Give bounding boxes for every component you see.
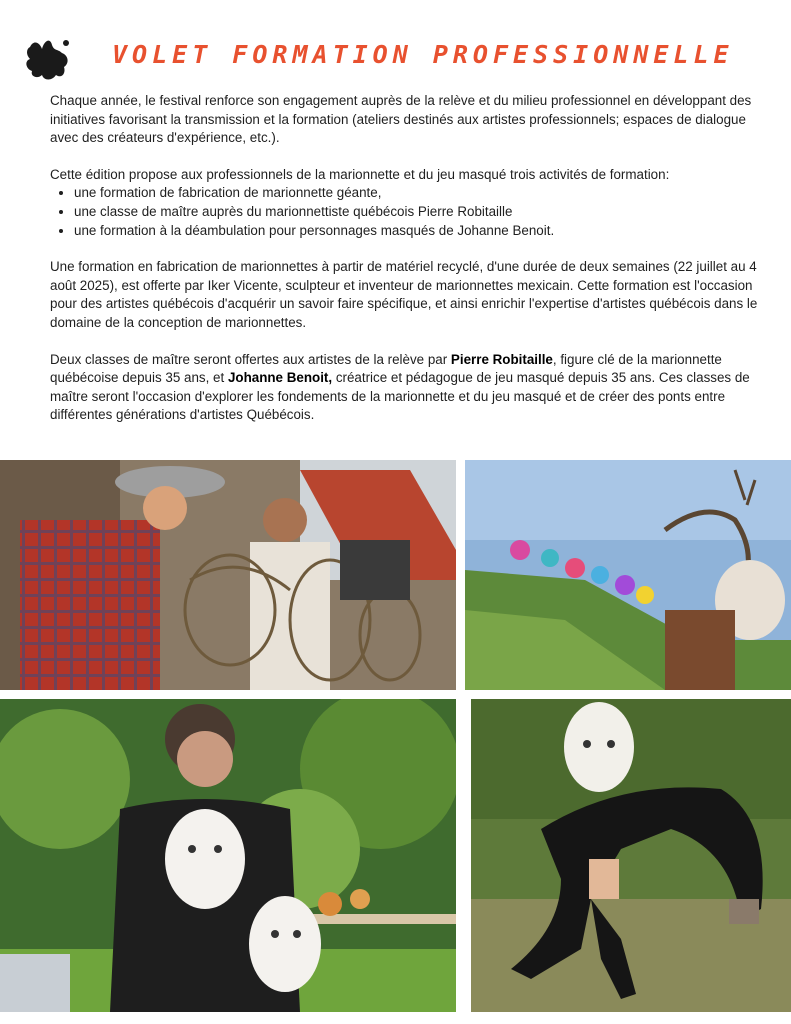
list-item: • une classe de maître auprès du marionnettiste québécois Pierre Robitaille	[74, 203, 768, 222]
body-text	[50, 92, 768, 443]
list-item: • une formation de fabrication de marionnette géante,	[74, 184, 768, 203]
list-item: • une formation à la déambulation pour personnages masqués de Johanne Benoit.	[74, 222, 768, 241]
master-class-paragraph: Deux classes de maître seront offertes aux artistes de la relève par Pierre Robitaille, figure clé de la marionnette québécoise depuis 35 ans, et Johanne Benoit, créatrice et pédagogue de jeu masqué depuis 35 ans. Ces classes de maître seront l'occasion d'explorer les fondements de la marionnette et du jeu masqué et de créer des ponts entre différentes générations d'artistes Québécois.	[50, 351, 750, 423]
page-title: VOLET FORMATION PROFESSIONNELLE	[112, 40, 734, 69]
page-header	[0, 0, 791, 90]
giant-puppet-parade-photo	[465, 460, 791, 690]
person-name: Johanne Benoit,	[227, 370, 333, 386]
masked-performer-photo	[471, 699, 791, 1012]
activities-list	[50, 184, 768, 240]
intro-paragraph: Chaque année, le festival renforce son engagement auprès de la relève et du milieu professionnel en développant des initiatives favorisant la transmission et la formation (ateliers destinés aux artistes professionnels; espaces de dialogue avec des créateurs d'expérience, etc.).	[50, 93, 752, 146]
ink-splat-icon	[22, 33, 72, 83]
person-name: Pierre Robitaille	[450, 351, 553, 367]
woman-with-masks-photo	[0, 699, 456, 1012]
activities-intro: Cette édition propose aux professionnels de la marionnette et du jeu masqué trois activités de formation:	[50, 166, 670, 182]
fabrication-paragraph: Une formation en fabrication de marionnettes à partir de matériel recyclé, d'une durée de deux semaines (22 juillet au 4 août 2025), est offerte par Iker Vicente, sculpteur et inventeur de marionnettes mexicain. Cette formation est l'occasion pour des artistes québécois d'acquérir un savoir faire spécifique, et ainsi enrichir l'expertise d'artistes québécois dans le domaine de la conception de marionnettes.	[50, 259, 758, 330]
workshop-photo	[0, 460, 456, 690]
